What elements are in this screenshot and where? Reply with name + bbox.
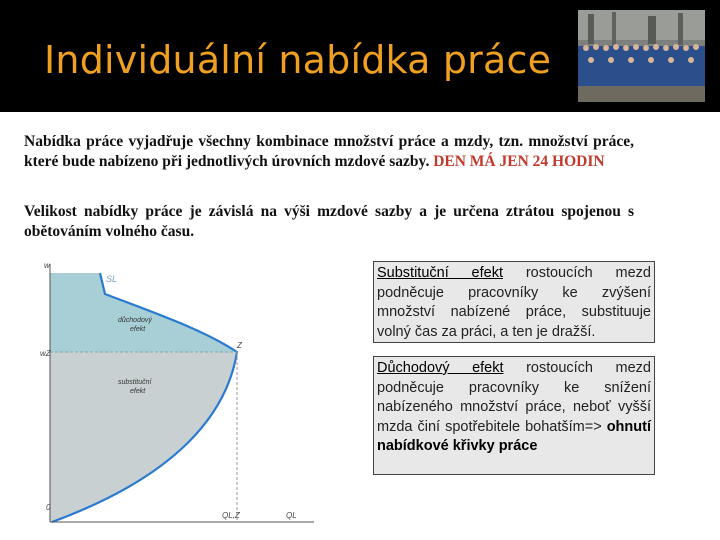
- slide-title: Individuální nabídka práce: [44, 38, 552, 82]
- y-axis-label: w: [44, 261, 50, 270]
- curve-label: SL: [106, 274, 118, 284]
- income-effect-box: [373, 356, 655, 475]
- income-effect-term: Důchodový efekt: [377, 360, 504, 376]
- income-effect-text: rostoucích mezd podněcuje pracovníky ke snížení nabízeného množství práce, neboť vyšší mzda činí spotřebitele bohatším=>: [377, 360, 651, 435]
- wage-level-label: wZ: [40, 349, 51, 358]
- ql-label: QL: [286, 511, 297, 520]
- income-effect-label-1: důchodový: [118, 317, 152, 324]
- paragraph-definition: [24, 132, 634, 171]
- income-effect-area: [50, 273, 237, 352]
- substitution-effect-text: rostoucích mezd podněcuje pracovníky ke zvýšení množství nabízené práce, substituuje volný čas za práci, a ten je dražší.: [377, 265, 651, 340]
- origin-label: 0: [46, 503, 51, 512]
- header: [0, 0, 720, 112]
- substitution-effect-term: Substituční efekt: [377, 265, 503, 281]
- qlz-label: QL,Z: [222, 511, 240, 520]
- paragraph1-text: Nabídka práce vyjadřuje všechny kombinace množství práce a mzdy, tzn. množství práce, které bude nabízeno při jednotlivých úrovních mzdové sazby.: [24, 133, 634, 170]
- substitution-effect-box: [373, 261, 655, 343]
- income-effect-bold: ohnutí nabídkové křivky práce: [377, 418, 651, 454]
- labor-supply-graph: [22, 254, 322, 534]
- substitution-effect-label-1: substituční: [118, 379, 152, 386]
- slide-content: [0, 112, 720, 540]
- point-z-label: Z: [237, 341, 242, 350]
- substitution-effect-label-2: efekt: [130, 388, 146, 395]
- workers-group-photo: [578, 10, 705, 102]
- paragraph1-highlight: DEN MÁ JEN 24 HODIN: [433, 152, 605, 170]
- paragraph-dependency: Velikost nabídky práce je závislá na výši mzdové sazby a je určena ztrátou spojenou s obětováním volného času.: [24, 203, 634, 240]
- substitution-effect-area: [50, 352, 237, 522]
- income-effect-label-2: efekt: [130, 326, 146, 333]
